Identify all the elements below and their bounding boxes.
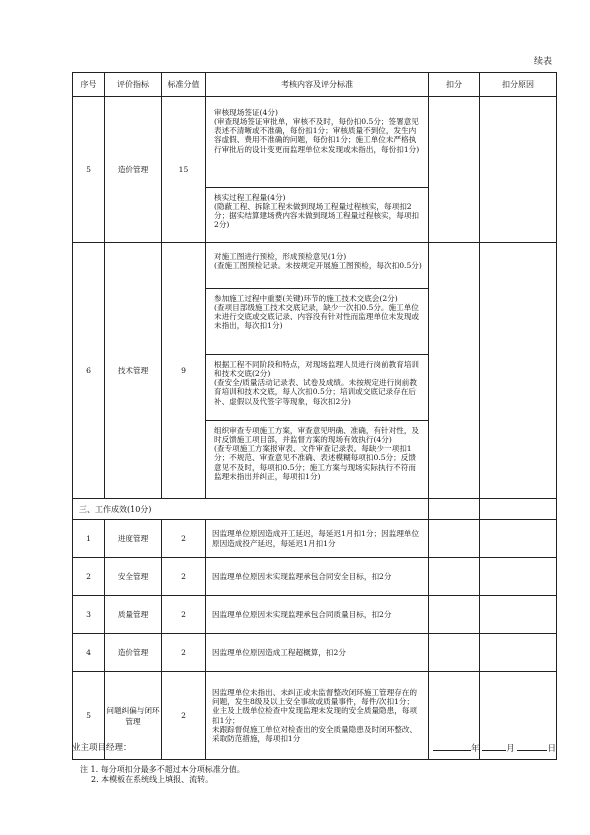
table-row <box>73 97 557 243</box>
date-fields <box>433 741 556 754</box>
criteria-text: 因监理单位原因未实现监理承包合同质量目标，扣2分 <box>206 596 429 634</box>
criteria-title: 根据工程不同阶段和特点，对现场监理人员进行岗前教育培训和技术交底(2分) <box>214 359 420 378</box>
section-title: 三、工作成效(10分) <box>73 499 429 520</box>
criteria-title: 审核现场签证(4分) <box>214 107 278 117</box>
row-no: 5 <box>73 672 105 760</box>
criteria-item <box>206 247 428 288</box>
criteria-detail: (查项目部级施工技术交底记录，缺少一次扣0.5分。施工单位未进行交底或交底记录、内容没有针对性而监理单位未发现或未指出，每次扣1分) <box>214 302 420 331</box>
reason-cell[interactable] <box>480 634 557 672</box>
continued-label: 续表 <box>533 57 552 67</box>
deduct-cell[interactable] <box>429 520 480 558</box>
criteria-detail: (查专项施工方案报审表、文件审查记录表。每缺少一项扣1分；不规范、审查意见不准确、表述模糊每项扣0.5分；反馈意见不及时，每项扣0.5分；施工方案与现场实际执行不符而监理未指出并纠正，每项扣1分) <box>214 444 416 481</box>
criteria-detail: (查施工图预检记录。未按规定开展施工图预检，每次扣0.5分) <box>214 260 422 270</box>
reason-cell[interactable] <box>480 558 557 596</box>
row-no: 6 <box>73 243 105 499</box>
deduct-cell[interactable] <box>429 499 480 520</box>
row-score: 9 <box>162 243 206 499</box>
row-no: 5 <box>73 97 105 243</box>
header-content: 考核内容及评分标准 <box>206 73 429 97</box>
deduct-cell[interactable] <box>429 97 480 243</box>
reason-cell[interactable] <box>480 520 557 558</box>
criteria-text: 因监理单位原因未实现监理承包合同安全目标，扣2分 <box>206 558 429 596</box>
row-indicator: 问题纠偏与闭环管理 <box>105 672 162 760</box>
row-no: 2 <box>73 558 105 596</box>
header-reason: 扣分原因 <box>480 73 557 97</box>
header-deduct: 扣分 <box>429 73 480 97</box>
criteria-title: 对施工图进行预检，形成预检意见(1分) <box>214 251 347 261</box>
evaluation-table <box>72 72 557 760</box>
criteria-detail: (审查现场签证审批单，审核不及时，每份扣0.5分；签署意见表述不清晰或不准确，每份扣1分；审核质量不到位，发生内容虚假、费用不准确的问题，每份扣1分；施工单位未严格执行审批后的设计变更而监理单位未发现或未指出，每份扣1分) <box>214 116 420 154</box>
row-score: 2 <box>162 558 206 596</box>
criteria-cell <box>206 97 429 243</box>
year-label: 年 <box>471 744 480 754</box>
criteria-title: 组织审查专项施工方案，审查意见明确、准确，有针对性，及时反馈施工项目部，并监督方案的现场有效执行(4分) <box>214 425 420 444</box>
reason-cell[interactable] <box>480 243 557 499</box>
criteria-line: 未跟踪督促施工单位对检查出的安全质量隐患及时闭环整改、采取防范措施，每项扣1分 <box>212 724 418 743</box>
row-score: 2 <box>162 672 206 760</box>
row-no: 1 <box>73 520 105 558</box>
row-indicator: 造价管理 <box>105 97 162 243</box>
header-row <box>73 73 557 97</box>
criteria-detail: (查安全/质量活动记录表、试卷及成绩。未按规定进行岗前教育培训和技术交底，每人次扣0.5分；培训或交底记录存在后补、虚假以及代签字等现象，每次扣2分) <box>214 378 417 406</box>
reason-cell[interactable] <box>480 596 557 634</box>
deduct-cell[interactable] <box>429 634 480 672</box>
year-field[interactable] <box>433 741 471 751</box>
month-label: 月 <box>506 744 515 754</box>
notes <box>80 765 245 786</box>
header-score: 标准分值 <box>162 73 206 97</box>
table-row <box>73 634 557 672</box>
table-row <box>73 520 557 558</box>
criteria-title: 参加施工过程中重要(关键)环节的施工技术交底会(2分) <box>214 293 398 303</box>
criteria-cell <box>206 672 429 760</box>
reason-cell[interactable] <box>480 499 557 520</box>
day-field[interactable] <box>517 741 547 751</box>
criteria-item <box>206 288 428 354</box>
row-indicator: 质量管理 <box>105 596 162 634</box>
table-row <box>73 243 557 499</box>
criteria-line: 因监理单位未指出、未纠正或未监督整改闭环施工管理存在的问题，发生8级及以上安全事故或质量事件，每件/次扣1分； <box>212 687 418 706</box>
criteria-title: 核实过程工程量(4分) <box>214 192 286 202</box>
deduct-cell[interactable] <box>429 243 480 499</box>
reason-cell[interactable] <box>480 97 557 243</box>
criteria-item <box>206 420 428 495</box>
criteria-item <box>206 354 428 420</box>
row-indicator: 进度管理 <box>105 520 162 558</box>
criteria-line: 业主及上级单位检查中发现监理未发现的安全质量隐患，每项扣1分； <box>212 706 418 725</box>
header-indicator: 评价指标 <box>105 73 162 97</box>
day-label: 日 <box>547 744 556 754</box>
row-indicator: 技术管理 <box>105 243 162 499</box>
row-score: 2 <box>162 520 206 558</box>
row-score: 2 <box>162 596 206 634</box>
month-field[interactable] <box>482 741 506 751</box>
criteria-item <box>206 187 428 237</box>
row-score: 15 <box>162 97 206 243</box>
row-indicator: 造价管理 <box>105 634 162 672</box>
section-row <box>73 499 557 520</box>
manager-label: 业主项目经理： <box>72 743 132 753</box>
deduct-cell[interactable] <box>429 558 480 596</box>
criteria-text: 因监理单位原因造成工程超概算，扣2分 <box>206 634 429 672</box>
row-score: 2 <box>162 634 206 672</box>
table-row <box>73 596 557 634</box>
row-no: 3 <box>73 596 105 634</box>
criteria-text: 因监理单位原因造成开工延迟，每延迟1月扣1分；因监理单位原因造成投产延迟，每延迟1月扣1分 <box>206 520 429 558</box>
criteria-cell <box>206 243 429 499</box>
criteria-detail: (隐蔽工程、拆除工程未做到现场工程量过程核实，每项扣2分；据实结算建场费内容未做到现场工程量过程核实，每项扣2分) <box>214 201 420 230</box>
criteria-item <box>206 103 428 187</box>
note-line: 注 1. 每分项扣分最多不超过本分项标准分值。 <box>80 765 245 774</box>
row-no: 4 <box>73 634 105 672</box>
header-no: 序号 <box>73 73 105 97</box>
note-line: 2. 本模板在系统线上填报、流转。 <box>91 775 214 785</box>
row-indicator: 安全管理 <box>105 558 162 596</box>
table-row <box>73 558 557 596</box>
deduct-cell[interactable] <box>429 596 480 634</box>
